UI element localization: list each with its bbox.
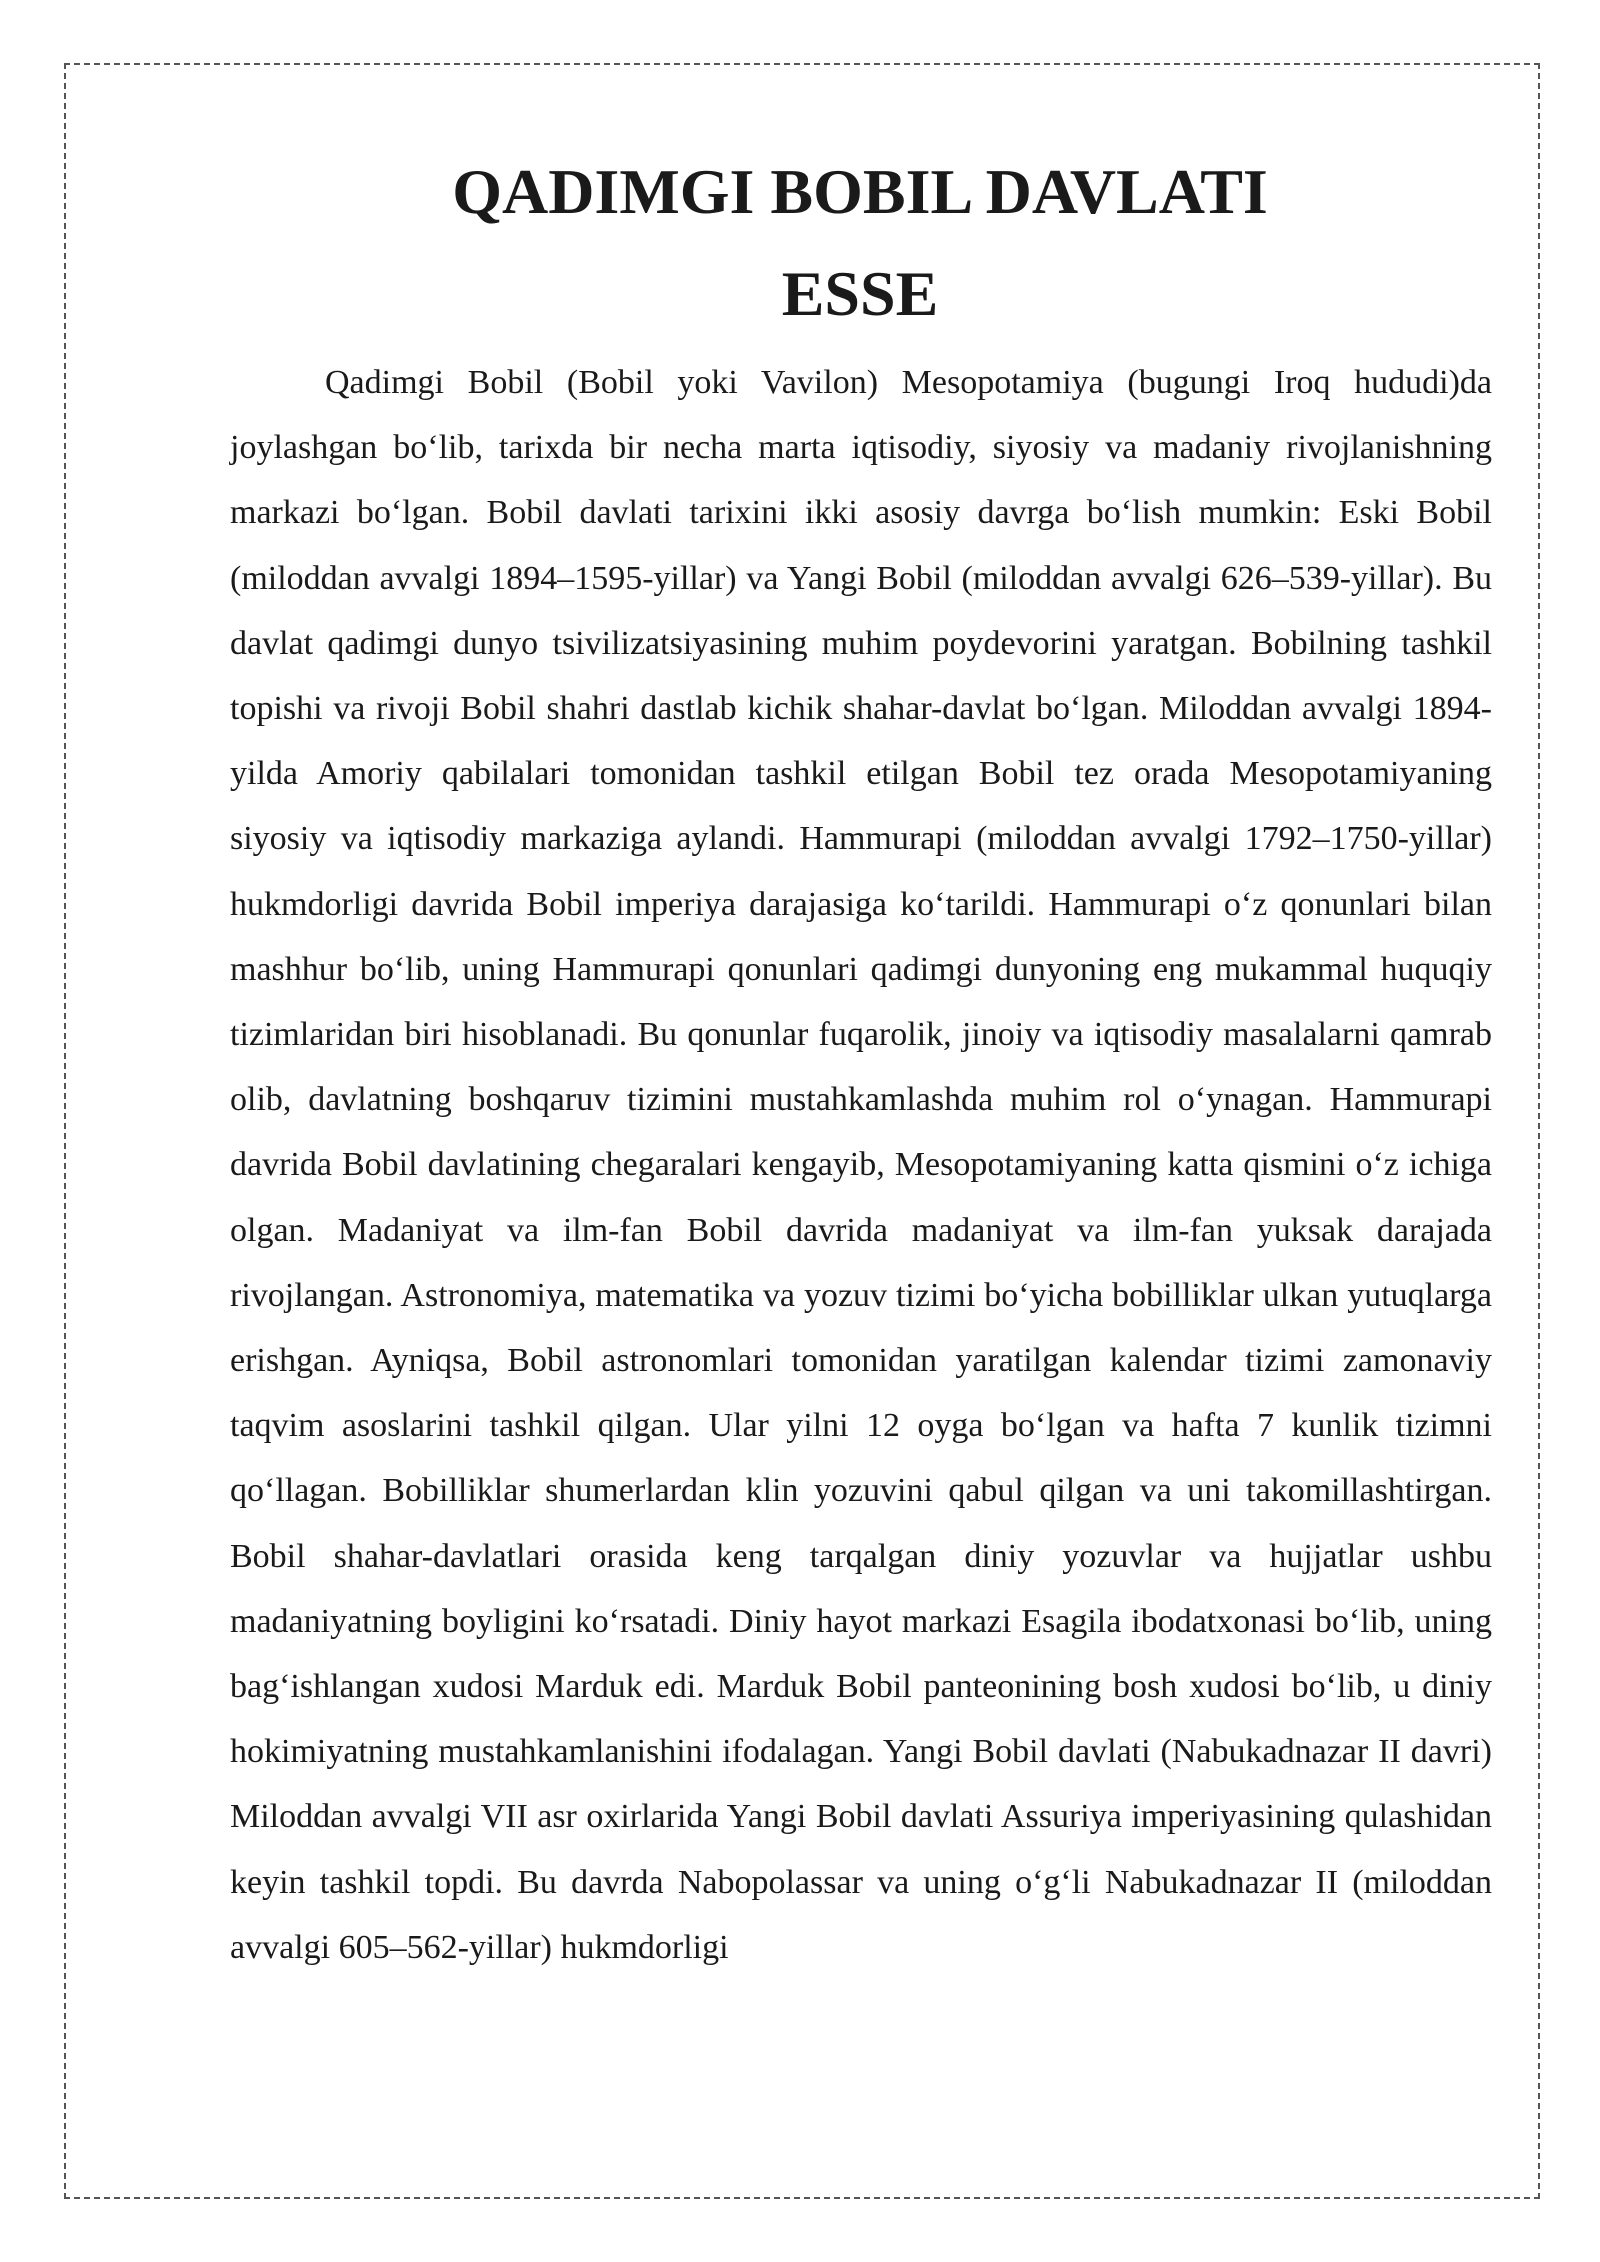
document-body [230,350,1492,1980]
document-title: QADIMGI BOBIL DAVLATI [452,156,1268,227]
body-paragraph: Qadimgi Bobil (Bobil yoki Vavilon) Mesopotamiya (bugungi Iroq hududi)da joylashgan bo‘lib, tarixda bir necha marta iqtisodiy, siyosiy va madaniy rivojlanishning markazi bo‘lgan. Bobil davlati tarixini ikki asosiy davrga bo‘lish mumkin: Eski Bobil (miloddan avvalgi 1894–1595-yillar) va Yangi Bobil (miloddan avvalgi 626–539-yillar). Bu davlat qadimgi dunyo tsivilizatsiyasining muhim poydevorini yaratgan. Bobilning tashkil topishi va rivoji Bobil shahri dastlab kichik shahar-davlat bo‘lgan. Miloddan avvalgi 1894-yilda Amoriy qabilalari tomonidan tashkil etilgan Bobil tez orada Mesopotamiyaning siyosiy va iqtisodiy markaziga aylandi. Hammurapi (miloddan avvalgi 1792–1750-yillar) hukmdorligi davrida Bobil imperiya darajasiga ko‘tarildi. Hammurapi o‘z qonunlari bilan mashhur bo‘lib, uning Hammurapi qonunlari qadimgi dunyoning eng mukammal huquqiy tizimlaridan biri hisoblanadi. Bu qonunlar fuqarolik, jinoiy va iqtisodiy masalalarni qamrab olib, davlatning boshqaruv tizimini mustahkamlashda muhim rol o‘ynagan. Hammurapi davrida Bobil davlatining chegaralari kengayib, Mesopotamiyaning katta qismini o‘z ichiga olgan. Madaniyat va ilm-fan Bobil davrida madaniyat va ilm-fan yuksak darajada rivojlangan. Astronomiya, matematika va yozuv tizimi bo‘yicha bobilliklar ulkan yutuqlarga erishgan. Ayniqsa, Bobil astronomlari tomonidan yaratilgan kalendar tizimi zamonaviy taqvim asoslarini tashkil qilgan. Ular yilni 12 oyga bo‘lgan va hafta 7 kunlik tizimni qo‘llagan. Bobilliklar shumerlardan klin yozuvini qabul qilgan va uni takomillashtirgan. Bobil shahar-davlatlari orasida keng tarqalgan diniy yozuvlar va hujjatlar ushbu madaniyatning boyligini ko‘rsatadi. Diniy hayot markazi Esagila ibodatxonasi bo‘lib, uning bag‘ishlangan xudosi Marduk edi. Marduk Bobil panteonining bosh xudosi bo‘lib, u diniy hokimiyatning mustahkamlanishini ifodalagan. Yangi Bobil davlati (Nabukadnazar II davri) Miloddan avvalgi VII asr oxirlarida Yangi Bobil davlati Assuriya imperiyasining qulashidan keyin tashkil topdi. Bu davrda Nabopolassar va uning o‘g‘li Nabukadnazar II (miloddan avvalgi 605–562-yillar) hukmdorligi [230,364,1492,1966]
document-subtitle: ESSE [781,258,939,329]
